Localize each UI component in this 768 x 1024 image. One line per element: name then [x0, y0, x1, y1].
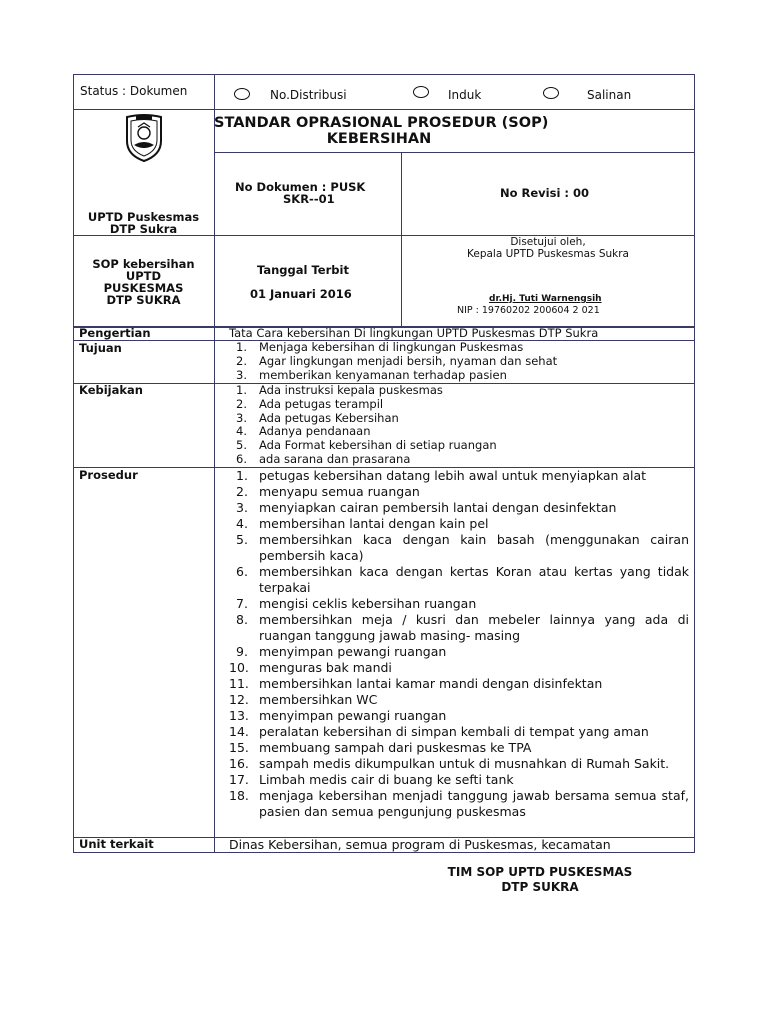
list-item: 4. Adanya pendanaan: [236, 424, 371, 439]
puskesmas-logo: [121, 113, 167, 163]
sop-name-line-1: SOP kebersihan: [92, 257, 195, 271]
list-item: 9. menyimpan pewangi ruangan: [236, 644, 447, 659]
list-item: 6. ada sarana dan prasarana: [236, 451, 411, 466]
list-item: 8. membersihkan meja / kusri dan mebeler lainnya yang ada di ruangan tanggung jawab masing- masing: [236, 612, 689, 643]
list-item: 11. membersihkan lantai kamar mandi dengan disinfektan: [229, 676, 603, 691]
divider: [214, 152, 695, 153]
signer-nip: NIP : 19760202 200604 2 021: [457, 305, 600, 316]
kebijakan-label: Kebijakan: [79, 383, 143, 397]
org-line-1: UPTD Puskesmas: [87, 210, 200, 224]
divider: [214, 327, 215, 853]
sop-name-line-2: UPTD: [125, 269, 162, 283]
issued-date: 01 Januari 2016: [250, 287, 352, 301]
pengertian-text: Tata Cara kebersihan Di lingkungan UPTD Puskesmas DTP Sukra: [229, 326, 599, 340]
issued-label: Tanggal Terbit: [257, 263, 349, 277]
radio-induk[interactable]: [413, 86, 429, 98]
list-item: 2. menyapu semua ruangan: [236, 484, 420, 499]
tujuan-label: Tujuan: [79, 341, 122, 355]
list-item: 10. menguras bak mandi: [229, 660, 392, 675]
list-item: 4. membersihan lantai dengan kain pel: [236, 516, 489, 531]
sop-name-line-4: DTP SUKRA: [106, 293, 181, 307]
list-item: 1. Menjaga kebersihan di lingkungan Puskesmas: [236, 340, 524, 354]
signer-name: dr.Hj. Tuti Warnengsih: [489, 294, 602, 304]
list-item: 1. Ada instruksi kepala puskesmas: [236, 383, 443, 397]
tujuan-list: [229, 341, 557, 382]
divider: [214, 74, 215, 327]
status-label: Status : Dokumen: [80, 84, 188, 98]
list-item: 3. menyiapkan cairan pembersih lantai dengan desinfektan: [236, 500, 617, 515]
footer-team: TIM SOP UPTD PUSKESMAS: [447, 865, 633, 879]
option-salinan: Salinan: [587, 88, 632, 102]
list-item: 2. Agar lingkungan menjadi bersih, nyaman dan sehat: [236, 353, 558, 368]
prosedur-list: [229, 468, 689, 820]
approved-by: Disetujui oleh,: [510, 236, 586, 248]
org-line-2: DTP Sukra: [109, 222, 178, 236]
list-item: 18. menjaga kebersihan menjadi tanggung jawab bersama semua staf, pasien dan semua pengunjung puskesmas: [229, 788, 689, 819]
unit-terkait-label: Unit terkait: [79, 837, 154, 851]
doc-number-line-2: SKR--01: [283, 192, 335, 206]
title-line-2: KEBERSIHAN: [326, 131, 432, 147]
list-item: 3. memberikan kenyamanan terhadap pasien: [236, 367, 507, 382]
prosedur-label: Prosedur: [79, 468, 138, 482]
list-item: 5. Ada Format kebersihan di setiap ruangan: [236, 438, 497, 453]
list-item: 1. petugas kebersihan datang lebih awal untuk menyiapkan alat: [236, 468, 647, 483]
option-induk: Induk: [448, 88, 482, 102]
kebijakan-list: [229, 384, 497, 467]
list-item: 3. Ada petugas Kebersihan: [236, 410, 399, 425]
title-line-1: STANDAR OPRASIONAL PROSEDUR (SOP): [214, 115, 549, 131]
radio-salinan[interactable]: [543, 87, 559, 99]
list-item: 6. membersihkan kaca dengan kertas Koran atau kertas yang tidak terpakai: [236, 564, 689, 595]
footer-location: DTP SUKRA: [501, 880, 579, 894]
divider: [401, 152, 402, 235]
list-item: 2. Ada petugas terampil: [236, 396, 384, 411]
list-item: 7. mengisi ceklis kebersihan ruangan: [236, 596, 477, 611]
list-item: 16. sampah medis dikumpulkan untuk di musnahkan di Rumah Sakit.: [229, 756, 670, 771]
approver-title: Kepala UPTD Puskesmas Sukra: [467, 248, 629, 260]
list-item: 13. menyimpan pewangi ruangan: [229, 708, 447, 723]
revision-number: No Revisi : 00: [500, 186, 590, 200]
sop-name-line-3: PUSKESMAS: [103, 281, 184, 295]
list-item: 5. membersihkan kaca dengan kain basah (menggunakan cairan pembersih kaca): [236, 532, 689, 563]
list-item: 14. peralatan kebersihan di simpan kembali di tempat yang aman: [229, 724, 649, 739]
list-item: 15. membuang sampah dari puskesmas ke TPA: [229, 740, 532, 755]
option-no-distribusi: No.Distribusi: [270, 88, 347, 102]
pengertian-label: Pengertian: [79, 326, 151, 340]
list-item: 17. Limbah medis cair di buang ke sefti tank: [229, 772, 514, 787]
doc-number-line-1: No Dokumen : PUSK: [235, 180, 366, 194]
list-item: 12. membersihkan WC: [229, 692, 378, 707]
divider: [73, 109, 695, 110]
unit-terkait-text: Dinas Kebersihan, semua program di Puskesmas, kecamatan: [229, 837, 611, 852]
radio-no-distribusi[interactable]: [234, 88, 250, 100]
